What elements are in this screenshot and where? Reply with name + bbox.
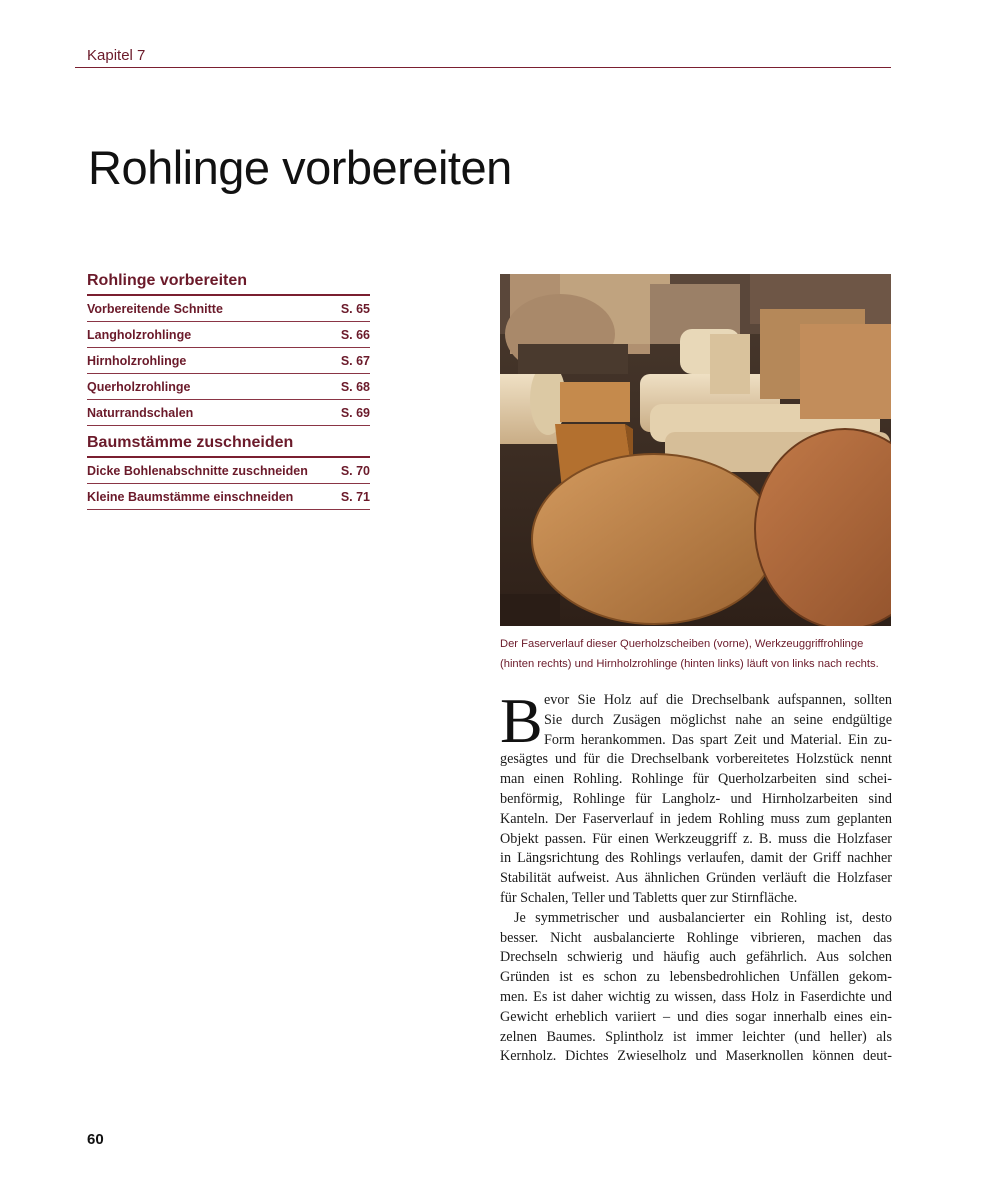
toc-entry-label: Langholzrohlinge (87, 327, 192, 342)
toc-entry[interactable] (87, 348, 370, 374)
toc-entry-page: S. 67 (340, 353, 370, 368)
toc-entry[interactable] (87, 296, 370, 322)
caption-line: (hinten rechts) und Hirnholzrohlinge (hinten links) läuft von links nach rechts. (500, 658, 879, 670)
body-line: Objekt passen. Für einen Werkzeuggriff z. B. muss die Holzfaser (500, 830, 892, 847)
toc-entry-page: S. 68 (340, 379, 370, 394)
wood-blanks-photo (500, 274, 891, 626)
body-line: evor Sie Holz auf die Drechselbank aufspannen, sollten (544, 692, 892, 708)
toc-entry-label: Hirnholzrohlinge (87, 353, 187, 368)
toc-entry-label: Vorbereitende Schnitte (87, 301, 223, 316)
body-line: Je symmetrischer und ausbalancierter ein Rohling ist, desto (514, 909, 892, 926)
toc-entry-page: S. 69 (340, 405, 370, 420)
body-line: Kernholz. Dichtes Zwieselholz und Maserknollen können deut- (500, 1048, 892, 1065)
body-line: gesägtes und für die Drechselbank vorbereitetes Holzstück nennt (500, 751, 892, 768)
page-title: Rohlinge vorbereiten (88, 141, 512, 194)
body-line: Kanteln. Der Faserverlauf in jedem Rohling muss zum geplanten (500, 810, 892, 827)
toc-entry[interactable] (87, 458, 370, 484)
body-line: Sie durch Zusägen möglichst nahe an seine endgültige (544, 711, 892, 728)
toc-entry[interactable] (87, 484, 370, 510)
toc-entry-page: S. 71 (340, 489, 370, 504)
body-line: für Schalen, Teller und Tabletts quer zur Stirnfläche. (500, 889, 798, 906)
body-line: besser. Nicht ausbalancierte Rohlinge vibrieren, machen das (500, 929, 892, 946)
body-line: Gründen ist es schon zu lebensbedrohlichen Unfällen gekom- (500, 969, 892, 986)
toc-entry-page: S. 65 (340, 301, 370, 316)
body-line: benförmig, Rohlinge für Langholz- und Hirnholzarbeiten sind (500, 790, 892, 807)
page-number: 60 (87, 1131, 104, 1148)
body-line: zelnen Baumes. Splintholz ist immer leichter (und heller) als (500, 1028, 892, 1045)
toc-entry-label: Naturrandschalen (87, 405, 194, 420)
body-line: in Längsrichtung des Rohlings verlaufen, damit der Griff nachher (500, 850, 892, 867)
drop-cap: B (500, 685, 543, 756)
toc-entry-page: S. 66 (340, 327, 370, 342)
toc-section-title: Baumstämme zuschneiden (87, 434, 370, 458)
body-line: man einen Rohling. Rohlinge für Querholzarbeiten sind schei- (500, 771, 892, 788)
body-line: men. Es ist daher wichtig zu wissen, dass Holz in Faserdichte und (500, 988, 892, 1005)
toc-entry-label: Kleine Baumstämme einschneiden (87, 489, 294, 504)
toc-entry[interactable] (87, 322, 370, 348)
body-text (500, 685, 892, 1067)
toc-entry-label: Dicke Bohlenabschnitte zuschneiden (87, 463, 308, 478)
chapter-toc (87, 270, 370, 510)
header-rule (75, 67, 891, 68)
caption-line: Der Faserverlauf dieser Querholzscheiben (vorne), Werkzeuggriffrohlinge (500, 638, 864, 650)
body-line: Gewicht erheblich variiert – und dies sogar innerhalb eines ein- (500, 1008, 892, 1025)
photo-caption (500, 634, 900, 674)
toc-entry[interactable] (87, 400, 370, 426)
body-line: Stabilität aufweist. Aus ähnlichen Gründen verläuft die Holzfaser (500, 870, 892, 887)
toc-section-title: Rohlinge vorbereiten (87, 272, 370, 296)
body-line: Form herankommen. Das spart Zeit und Material. Ein zu- (544, 731, 892, 748)
body-line: Drechseln schwierig und häufig auch gefährlich. Aus solchen (500, 949, 892, 966)
toc-entry-label: Querholzrohlinge (87, 379, 191, 394)
chapter-label: Kapitel 7 (87, 47, 146, 64)
toc-entry[interactable] (87, 374, 370, 400)
toc-entry-page: S. 70 (340, 463, 370, 478)
